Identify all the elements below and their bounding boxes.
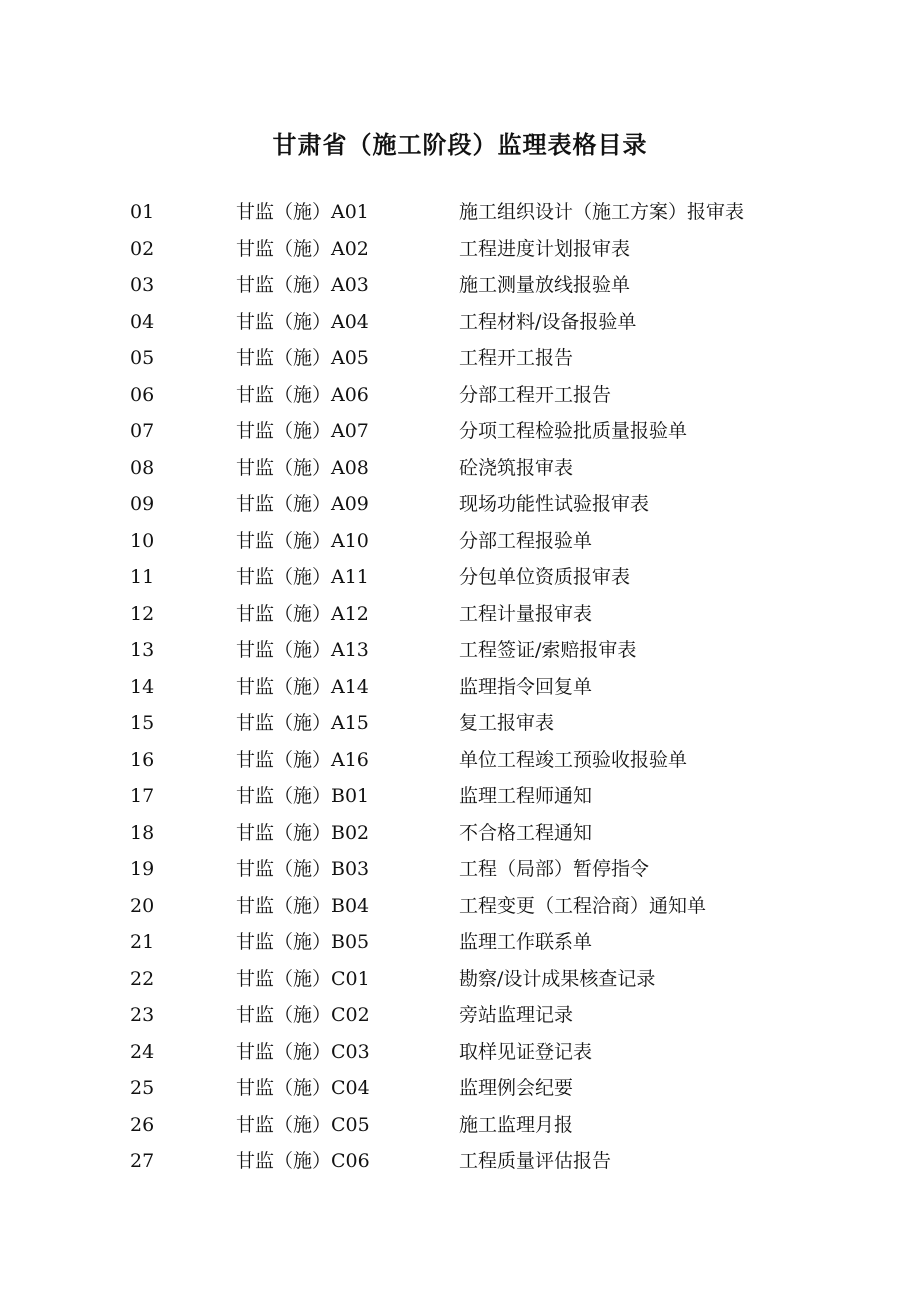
list-item bbox=[0, 377, 920, 414]
list-item bbox=[0, 888, 920, 925]
entry-name: 复工报审表 bbox=[459, 712, 555, 734]
document-title: 甘肃省（施工阶段）监理表格目录 bbox=[272, 130, 648, 159]
entry-number: 10 bbox=[130, 529, 155, 552]
entry-name: 监理指令回复单 bbox=[459, 675, 593, 698]
entry-name: 工程计量报审表 bbox=[459, 602, 593, 625]
entry-name: 取样见证登记表 bbox=[459, 1040, 593, 1063]
entry-number: 14 bbox=[130, 675, 155, 698]
list-item bbox=[0, 596, 920, 633]
entry-name: 工程进度计划报审表 bbox=[459, 237, 631, 260]
list-item bbox=[0, 1034, 920, 1071]
list-item bbox=[0, 961, 920, 998]
entry-code: 甘监（施）A12 bbox=[236, 602, 369, 625]
entry-name: 工程开工报告 bbox=[459, 347, 574, 369]
entry-code: 甘监（施）A11 bbox=[236, 566, 369, 588]
entry-code: 甘监（施）A13 bbox=[236, 639, 369, 661]
entry-number: 01 bbox=[130, 201, 155, 223]
entry-name: 不合格工程通知 bbox=[459, 821, 593, 844]
list-item bbox=[0, 669, 920, 706]
list-item bbox=[0, 997, 920, 1034]
list-item bbox=[0, 340, 920, 377]
entry-name: 分项工程检验批质量报验单 bbox=[459, 420, 688, 442]
entry-name: 施工测量放线报验单 bbox=[459, 274, 631, 296]
entry-number: 26 bbox=[130, 1113, 155, 1136]
entry-code: 甘监（施）B03 bbox=[236, 858, 370, 880]
list-item bbox=[0, 705, 920, 742]
entry-number: 12 bbox=[130, 602, 155, 625]
entry-name: 监理工作联系单 bbox=[459, 931, 593, 953]
entry-code: 甘监（施）A14 bbox=[236, 675, 369, 698]
entry-code: 甘监（施）C06 bbox=[236, 1150, 370, 1172]
form-index-list bbox=[0, 194, 920, 1180]
entry-number: 04 bbox=[130, 310, 155, 333]
entry-name: 砼浇筑报审表 bbox=[459, 456, 574, 479]
entry-name: 勘察/设计成果核查记录 bbox=[459, 967, 656, 990]
entry-code: 甘监（施）A02 bbox=[236, 237, 369, 260]
entry-name: 分包单位资质报审表 bbox=[459, 566, 631, 588]
list-item bbox=[0, 778, 920, 815]
entry-code: 甘监（施）A08 bbox=[236, 456, 369, 479]
list-item bbox=[0, 632, 920, 669]
list-item bbox=[0, 304, 920, 341]
list-item bbox=[0, 815, 920, 852]
entry-number: 15 bbox=[130, 712, 155, 734]
entry-code: 甘监（施）A05 bbox=[236, 347, 369, 369]
entry-number: 03 bbox=[130, 274, 155, 296]
entry-name: 工程签证/索赔报审表 bbox=[459, 639, 637, 661]
entry-number: 09 bbox=[130, 493, 155, 515]
entry-name: 单位工程竣工预验收报验单 bbox=[459, 748, 688, 771]
entry-name: 监理例会纪要 bbox=[459, 1077, 574, 1099]
entry-code: 甘监（施）A07 bbox=[236, 420, 369, 442]
entry-code: 甘监（施）A03 bbox=[236, 274, 369, 296]
list-item bbox=[0, 924, 920, 961]
entry-number: 20 bbox=[130, 894, 155, 917]
entry-number: 06 bbox=[130, 383, 155, 406]
entry-code: 甘监（施）C01 bbox=[236, 967, 370, 990]
entry-code: 甘监（施）B01 bbox=[236, 785, 370, 807]
entry-number: 27 bbox=[130, 1150, 155, 1172]
entry-code: 甘监（施）A06 bbox=[236, 383, 369, 406]
entry-name: 施工监理月报 bbox=[459, 1113, 574, 1136]
entry-code: 甘监（施）C04 bbox=[236, 1077, 370, 1099]
entry-number: 07 bbox=[130, 420, 155, 442]
entry-name: 施工组织设计（施工方案）报审表 bbox=[459, 201, 745, 223]
entry-name: 分部工程开工报告 bbox=[459, 383, 612, 406]
entry-number: 13 bbox=[130, 639, 155, 661]
entry-code: 甘监（施）A09 bbox=[236, 493, 369, 515]
list-item bbox=[0, 559, 920, 596]
list-item bbox=[0, 194, 920, 231]
entry-code: 甘监（施）C05 bbox=[236, 1113, 370, 1136]
entry-name: 工程质量评估报告 bbox=[459, 1150, 612, 1172]
entry-code: 甘监（施）C03 bbox=[236, 1040, 370, 1063]
entry-name: 现场功能性试验报审表 bbox=[459, 493, 650, 515]
entry-name: 旁站监理记录 bbox=[459, 1004, 574, 1026]
list-item bbox=[0, 851, 920, 888]
list-item bbox=[0, 450, 920, 487]
list-item bbox=[0, 523, 920, 560]
entry-number: 25 bbox=[130, 1077, 155, 1099]
entry-name: 工程（局部）暂停指令 bbox=[459, 858, 650, 880]
entry-code: 甘监（施）A15 bbox=[236, 712, 369, 734]
entry-number: 08 bbox=[130, 456, 155, 479]
entry-code: 甘监（施）B02 bbox=[236, 821, 370, 844]
entry-number: 02 bbox=[130, 237, 155, 260]
list-item bbox=[0, 1107, 920, 1144]
entry-number: 18 bbox=[130, 821, 155, 844]
list-item bbox=[0, 1143, 920, 1180]
entry-name: 分部工程报验单 bbox=[459, 529, 593, 552]
entry-number: 24 bbox=[130, 1040, 155, 1063]
entry-number: 16 bbox=[130, 748, 155, 771]
entry-number: 19 bbox=[130, 858, 155, 880]
entry-number: 17 bbox=[130, 785, 155, 807]
entry-code: 甘监（施）A04 bbox=[236, 310, 369, 333]
list-item bbox=[0, 231, 920, 268]
entry-number: 05 bbox=[130, 347, 155, 369]
entry-code: 甘监（施）C02 bbox=[236, 1004, 370, 1026]
entry-code: 甘监（施）A01 bbox=[236, 201, 369, 223]
list-item bbox=[0, 486, 920, 523]
list-item bbox=[0, 413, 920, 450]
entry-name: 监理工程师通知 bbox=[459, 785, 593, 807]
entry-code: 甘监（施）A16 bbox=[236, 748, 369, 771]
entry-number: 22 bbox=[130, 967, 155, 990]
entry-number: 23 bbox=[130, 1004, 155, 1026]
entry-code: 甘监（施）B05 bbox=[236, 931, 370, 953]
entry-number: 11 bbox=[130, 566, 155, 588]
entry-code: 甘监（施）A10 bbox=[236, 529, 369, 552]
list-item bbox=[0, 742, 920, 779]
entry-number: 21 bbox=[130, 931, 155, 953]
list-item bbox=[0, 1070, 920, 1107]
entry-name: 工程变更（工程洽商）通知单 bbox=[459, 894, 707, 917]
list-item bbox=[0, 267, 920, 304]
entry-name: 工程材料/设备报验单 bbox=[459, 310, 637, 333]
entry-code: 甘监（施）B04 bbox=[236, 894, 370, 917]
